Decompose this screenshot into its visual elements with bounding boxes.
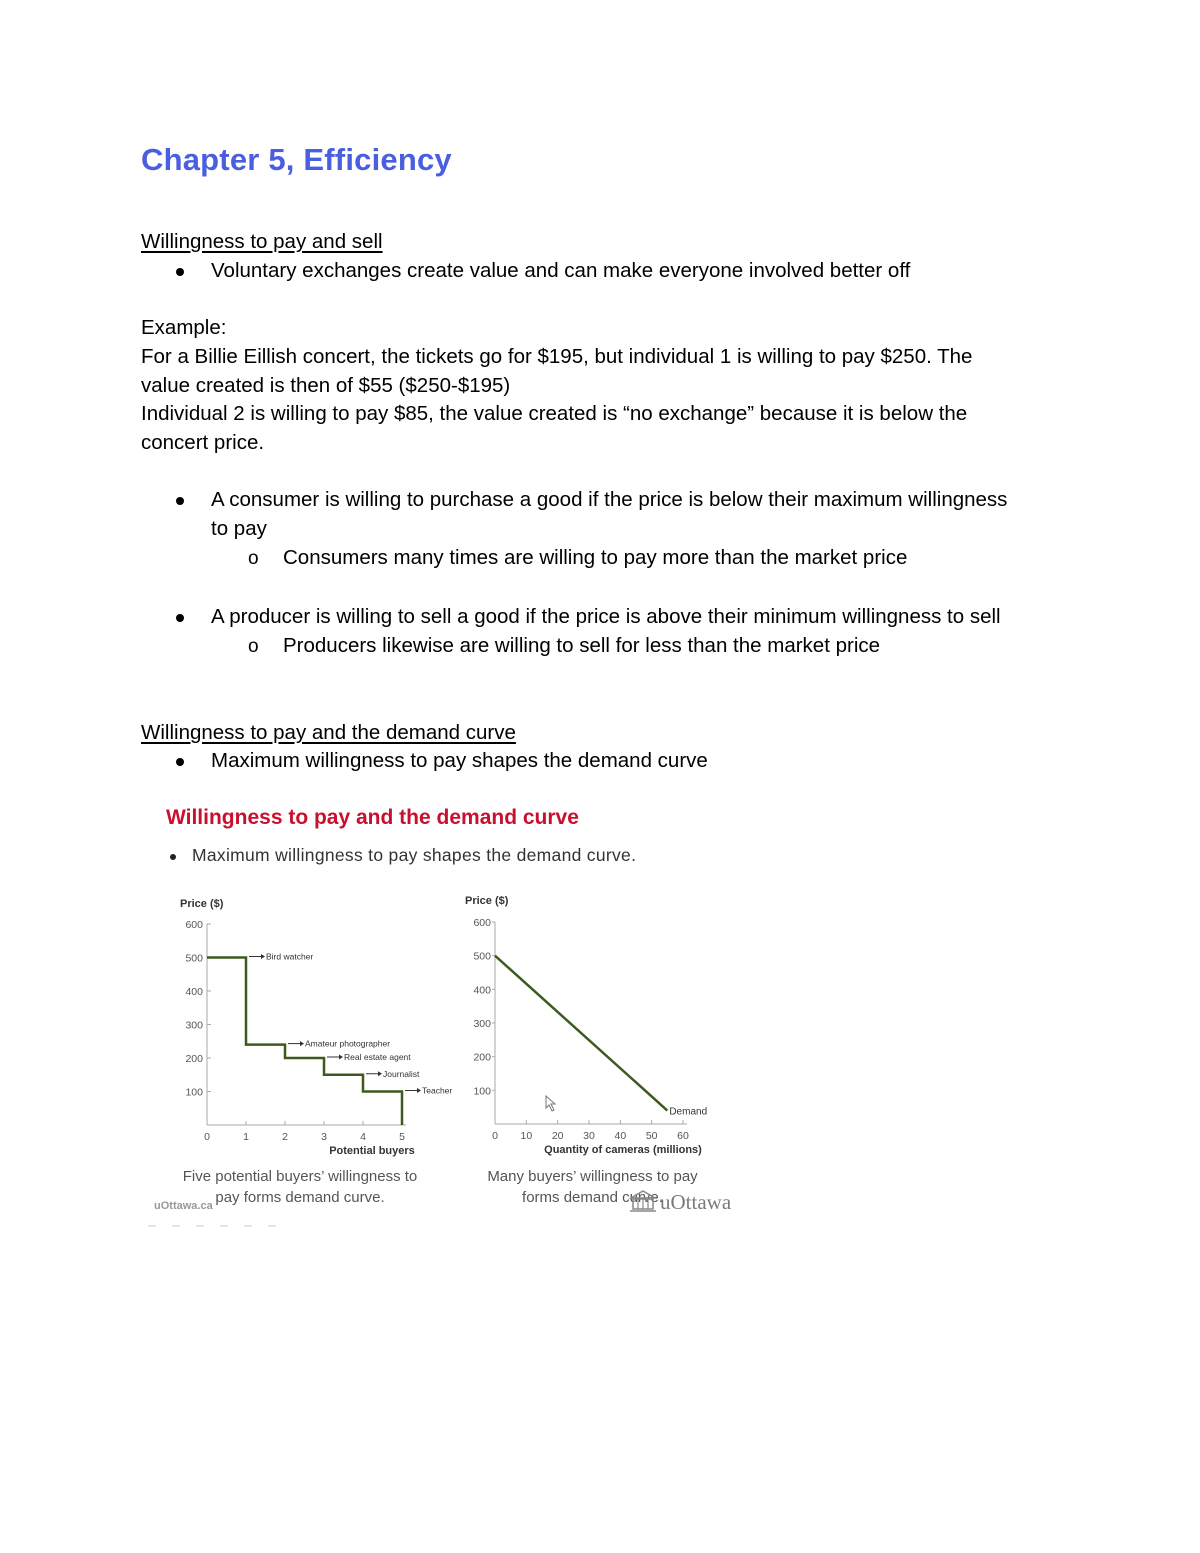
bullet-consumer-willing-line1: A consumer is willing to purchase a good if the price is below their maximum willingness — [211, 488, 1008, 511]
x-tick-label: 3 — [321, 1131, 327, 1143]
bullet-marker — [176, 614, 184, 622]
x-axis-label: Potential buyers — [329, 1145, 415, 1157]
bullet-marker — [176, 497, 184, 505]
x-tick-label: 50 — [645, 1130, 658, 1142]
annotation-label: Real estate agent — [344, 1052, 411, 1062]
slide-bullet-marker — [170, 854, 176, 860]
x-tick-label: 30 — [583, 1130, 595, 1142]
annotation-label: Journalist — [383, 1068, 420, 1079]
y-tick-label: 300 — [185, 1019, 203, 1032]
example-line-4: concert price. — [141, 431, 265, 454]
bullet-marker — [176, 758, 184, 766]
y-tick-label: 200 — [185, 1053, 203, 1065]
slide-progress-dots — [148, 1225, 278, 1227]
x-tick-label: 0 — [204, 1131, 210, 1143]
annotation-label: Bird watcher — [266, 951, 314, 962]
y-axis-label: Price ($) — [180, 898, 224, 910]
y-tick-label: 100 — [185, 1086, 203, 1099]
sub-bullet-marker: o — [248, 548, 259, 569]
y-tick-label: 200 — [473, 1051, 491, 1064]
y-tick-label: 400 — [473, 984, 491, 997]
page-title: Chapter 5, Efficiency — [141, 142, 452, 177]
bullet-producer-willing: A producer is willing to sell a good if the price is above their minimum willingness to sell — [211, 605, 1001, 628]
annotation-arrowhead — [261, 954, 265, 959]
x-tick-label: 0 — [492, 1130, 498, 1142]
x-tick-label: 1 — [243, 1131, 249, 1143]
x-tick-label: 10 — [520, 1130, 533, 1142]
demand-curve-line — [495, 956, 667, 1111]
x-tick-label: 4 — [360, 1131, 366, 1143]
demand-series-label: Demand — [669, 1106, 708, 1118]
chart-linear-demand — [460, 888, 750, 1163]
caption-right-line1: Many buyers’ willingness to pay — [487, 1168, 698, 1185]
example-line-3: Individual 2 is willing to pay $85, the value created is “no exchange” because it is below the — [141, 402, 968, 425]
caption-left-line2: pay forms demand curve. — [215, 1189, 385, 1206]
x-tick-label: 20 — [551, 1130, 564, 1142]
bullet-consumer-willing-line2: to pay — [211, 517, 267, 540]
annotation-arrowhead — [417, 1088, 421, 1093]
annotation-arrowhead — [300, 1041, 304, 1046]
annotation-arrowhead — [378, 1071, 382, 1076]
y-tick-label: 500 — [473, 950, 491, 963]
sub-bullet-marker: o — [248, 636, 259, 657]
section-heading-demand-curve: Willingness to pay and the demand curve — [141, 721, 516, 744]
x-tick-label: 2 — [282, 1131, 288, 1143]
y-tick-label: 100 — [473, 1085, 491, 1098]
y-tick-label: 400 — [185, 986, 203, 998]
y-tick-label: 600 — [473, 917, 491, 929]
slide-bullet-text: Maximum willingness to pay shapes the demand curve. — [192, 845, 637, 865]
uottawa-crest-icon — [628, 1188, 658, 1214]
x-tick-label: 60 — [677, 1130, 689, 1142]
x-axis-label: Quantity of cameras (millions) — [544, 1144, 702, 1156]
cursor-icon — [546, 1096, 555, 1111]
caption-left-line1: Five potential buyers’ willingness to — [182, 1168, 418, 1185]
x-tick-label: 40 — [614, 1130, 627, 1142]
sub-bullet-producers-sell-less: Producers likewise are willing to sell for less than the market price — [283, 634, 881, 657]
example-line-2: value created is then of $55 ($250-$195) — [141, 374, 511, 397]
sub-bullet-consumers-pay-more: Consumers many times are willing to pay more than the market price — [283, 546, 908, 569]
x-tick-label: 5 — [399, 1131, 405, 1143]
y-tick-label: 500 — [185, 952, 203, 965]
bullet-max-willingness: Maximum willingness to pay shapes the demand curve — [211, 749, 708, 772]
y-tick-label: 300 — [473, 1018, 491, 1030]
annotation-label: Teacher — [422, 1085, 453, 1096]
annotation-label: Amateur photographer — [305, 1038, 391, 1049]
caption-right-line2: forms demand curve. — [522, 1189, 663, 1206]
bullet-marker — [176, 268, 184, 276]
annotation-arrowhead — [339, 1055, 343, 1060]
example-line-1: For a Billie Eillish concert, the tickets go for $195, but individual 1 is willing to pay $250. The — [141, 345, 973, 368]
example-label: Example: — [141, 316, 227, 339]
section-heading-willingness-pay-sell: Willingness to pay and sell — [141, 230, 383, 253]
bullet-voluntary-exchanges: Voluntary exchanges create value and can make everyone involved better off — [211, 259, 911, 282]
y-axis-label: Price ($) — [465, 895, 509, 907]
y-tick-label: 600 — [185, 919, 203, 931]
slide-title: Willingness to pay and the demand curve — [166, 806, 579, 829]
chart-step-demand — [170, 890, 470, 1165]
uottawa-logo-text: uOttawa — [660, 1190, 732, 1214]
footer-brand-url: uOttawa.ca — [154, 1200, 213, 1212]
